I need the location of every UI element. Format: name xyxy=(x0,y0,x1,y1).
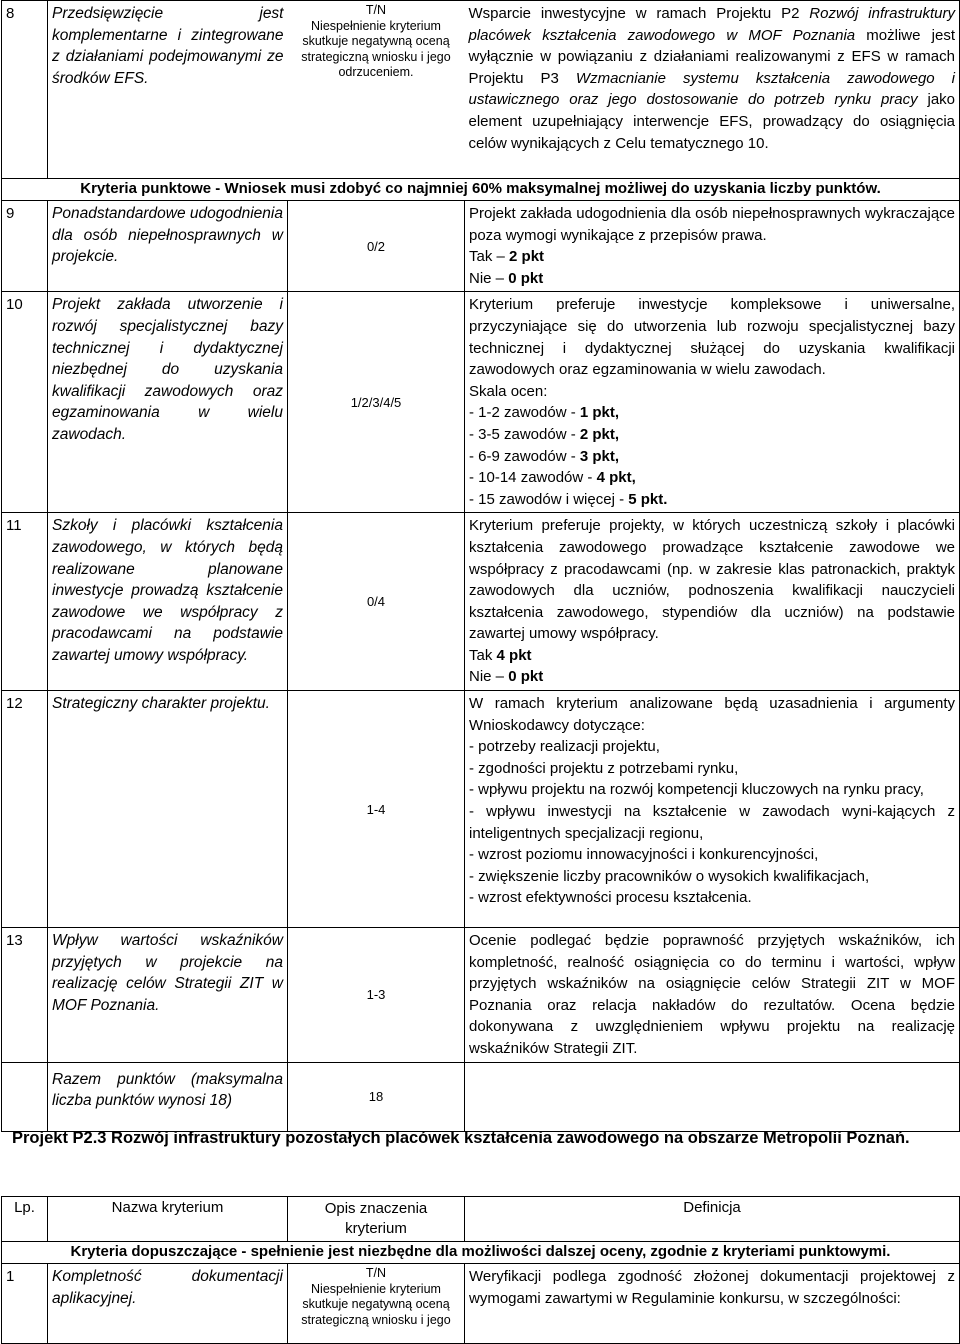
table-row xyxy=(2,928,960,1063)
total-row xyxy=(2,1062,960,1131)
scale-item xyxy=(469,446,955,468)
definition-text: Projekt zakłada udogodnienia dla osób niepełnosprawnych wykraczające poza wymogi wynikające z przepisów prawa. xyxy=(469,205,955,244)
definition-text: W ramach kryterium analizowane będą uzasadnienia i argumenty Wnioskodawcy dotyczące: xyxy=(469,695,955,734)
definition-text: Wzmacnianie systemu kształcenia zawodowego i ustawicznego oraz jego dostosowanie do potrzeb rynku pracy xyxy=(468,69,955,109)
scale-range: - 1-2 zawodów - xyxy=(469,404,580,422)
points-line: T/N xyxy=(365,3,387,17)
points-line: T/N xyxy=(365,1266,387,1280)
criterion-name: Kompletność dokumentacji aplikacyjnej. xyxy=(48,1264,288,1344)
criterion-definition xyxy=(465,1,960,179)
table-row xyxy=(2,1264,960,1344)
definition-text: Kryterium preferuje projekty, w których uczestniczą szkoły i placówki kształcenia zawodowego prowadzące kształcenie zawodowe we współpracy z pracodawcami (np. w zakresie klas patronackich, praktyk zawodowych dla uczniów, podnoszenia kwalifikacji nauczycieli kształcenia zawodowego, stypendiów dla uczniów) na podstawie zawartej umowy współpracy. xyxy=(469,517,955,643)
option-points: 4 pkt xyxy=(496,646,532,664)
table-row xyxy=(2,292,960,513)
points-line: skutkuje negatywną oceną xyxy=(302,34,450,48)
scale-item xyxy=(469,424,955,446)
criterion-name: Projekt zakłada utworzenie i rozwój specjalistycznej bazy technicznej i dydaktycznej niezbędnej do uzyskania kwalifikacji zawodowych oraz egzaminowania w wielu zawodach. xyxy=(48,292,288,513)
list-item: - zwiększenie liczby pracowników o wysokich kwalifikacjach, xyxy=(469,867,870,885)
table-row xyxy=(2,691,960,928)
criterion-points xyxy=(288,1264,465,1344)
criterion-name: Strategiczny charakter projektu. xyxy=(48,691,288,928)
section-heading: Projekt P2.3 Rozwój infrastruktury pozostałych placówek kształcenia zawodowego na obszarze Metropolii Poznań. xyxy=(12,1129,910,1147)
definition-text: Rozwój infrastruktury placówek kształcenia zawodowego w MOF Poznania xyxy=(468,5,955,44)
scale-range: - 10-14 zawodów - xyxy=(469,469,597,487)
definition-text: Wsparcie inwestycyjne w ramach Projektu P2 xyxy=(468,5,810,22)
criterion-points: 1-4 xyxy=(288,691,465,928)
row-number: 12 xyxy=(2,691,48,928)
row-number: 1 xyxy=(2,1264,48,1344)
scale-item xyxy=(469,402,955,424)
definition-text: możliwe jest wyłącznie w powiązaniu z działaniami realizowanymi z EFS w ramach Projektu P3 xyxy=(468,26,955,87)
scale-heading: Skala ocen: xyxy=(469,382,548,400)
scale-item xyxy=(469,489,955,511)
section-band-label: Kryteria punktowe - Wniosek musi zdobyć co najmniej 60% maksymalnej możliwej do uzyskania liczby punktów. xyxy=(2,179,960,201)
scale-range: - 3-5 zawodów - xyxy=(469,425,580,443)
row-number xyxy=(2,1062,48,1131)
table-header-row xyxy=(2,1197,960,1242)
option-no xyxy=(469,666,955,688)
table-row xyxy=(2,513,960,691)
scale-points: 3 pkt, xyxy=(579,447,620,465)
row-number: 13 xyxy=(2,928,48,1063)
points-line: strategiczną wniosku i jego xyxy=(301,49,451,64)
section-band-label: Kryteria dopuszczające - spełnienie jest niezbędne dla możliwości dalszej oceny, zgodnie z kryteriami punktowymi. xyxy=(2,1242,960,1264)
scale-points: 5 pkt. xyxy=(628,490,668,508)
criterion-definition: Ocenie podlegać będzie poprawność przyjętych wskaźników, ich kompletność, realność osiągnięcia co do terminu i wartości, wpływ przyjętych wskaźników na osiągnięcie celów Strategii ZIT w MOF Poznania oraz relacja nakładów do rezultatów. Ocena będzie dokonywana z uwzględnieniem wpływu projektu na realizację wskaźników Strategii ZIT. xyxy=(465,928,960,1063)
criterion-name: Ponadstandardowe udogodnienia dla osób niepełnosprawnych w projekcie. xyxy=(48,201,288,292)
option-points: 2 pkt xyxy=(509,248,545,266)
scale-range: - 6-9 zawodów - xyxy=(469,447,580,465)
criterion-points: 1/2/3/4/5 xyxy=(288,292,465,513)
section-band xyxy=(2,179,960,201)
option-label: Nie – xyxy=(469,269,509,287)
option-label: Nie – xyxy=(469,668,509,686)
option-points: 0 pkt xyxy=(508,668,544,686)
column-header-description: Opis znaczenia kryterium xyxy=(288,1197,465,1242)
row-number: 8 xyxy=(2,1,48,179)
criterion-name: Szkoły i placówki kształcenia zawodowego, w których będą realizowane planowane inwestycje prowadzą kształcenie zawodowe we współpracy z pracodawcami na podstawie zawartej umowy współpracy. xyxy=(48,513,288,691)
scale-range: - 15 zawodów i więcej - xyxy=(469,490,629,508)
criterion-definition xyxy=(465,292,960,513)
column-header-lp: Lp. xyxy=(2,1197,48,1242)
list-item: - wpływu inwestycji na kształcenie w zawodach wyni-kających z inteligentnych specjalizacji regionu, xyxy=(469,803,955,842)
criterion-definition: Weryfikacji podlega zgodność złożonej dokumentacji projektowej z wymogami zawartymi w Regulaminie konkursu, w szczególności: xyxy=(465,1264,960,1344)
total-label: Razem punktów (maksymalna liczba punktów wynosi 18) xyxy=(48,1062,288,1131)
points-line: Niespełnienie kryterium xyxy=(311,1281,441,1296)
option-points: 0 pkt xyxy=(508,269,544,287)
criteria-table-p2 xyxy=(1,0,960,1132)
list-item: - potrzeby realizacji projektu, xyxy=(469,738,660,756)
points-line: Niespełnienie kryterium xyxy=(311,18,441,33)
table-row xyxy=(2,1,960,179)
column-header-definition: Definicja xyxy=(465,1197,960,1242)
list-item: - zgodności projektu z potrzebami rynku, xyxy=(469,759,739,777)
list-item: - wzrost poziomu innowacyjności i konkurencyjności, xyxy=(469,846,819,864)
points-line: odrzuceniem. xyxy=(338,65,414,79)
criterion-name: Przedsięwzięcie jest komplementarne i zintegrowane z działaniami podejmowanymi ze środków EFS. xyxy=(48,1,288,179)
criterion-name: Wpływ wartości wskaźników przyjętych w projekcie na realizację celów Strategii ZIT w MOF Poznania. xyxy=(48,928,288,1063)
row-number: 9 xyxy=(2,201,48,292)
scale-points: 4 pkt, xyxy=(596,469,636,487)
scale-points: 1 pkt, xyxy=(579,404,620,422)
criterion-definition xyxy=(465,513,960,691)
option-label: Tak xyxy=(469,646,497,664)
column-header-name: Nazwa kryterium xyxy=(48,1197,288,1242)
scale-points: 2 pkt, xyxy=(579,425,620,443)
row-number: 10 xyxy=(2,292,48,513)
scale-item xyxy=(469,467,955,489)
option-no xyxy=(469,268,955,290)
points-line: skutkuje negatywną oceną xyxy=(302,1297,450,1311)
points-line: strategiczną wniosku i jego xyxy=(301,1312,451,1327)
criterion-definition xyxy=(465,691,960,928)
criterion-points: 1-3 xyxy=(288,928,465,1063)
criterion-points: 0/2 xyxy=(288,201,465,292)
definition-text: jako element uzupełniający interwencje EFS, prowadzący do osiągnięcia celów wynikających z Celu tematycznego 10. xyxy=(468,91,956,152)
list-item: - wpływu projektu na rozwój kompetencji kluczowych na rynku pracy, xyxy=(469,781,924,799)
section-band xyxy=(2,1242,960,1264)
table-row xyxy=(2,201,960,292)
definition-text: Kryterium preferuje inwestycje kompleksowe i uniwersalne, przyczyniające się do utworzenia lub rozwoju specjalistycznej bazy technicznej i dydaktycznej służącej do uzyskania kwalifikacji zawodowych oraz egzaminowania w wielu zawodach. xyxy=(469,296,955,379)
criterion-points xyxy=(288,1,465,179)
criteria-table-p23 xyxy=(1,1196,960,1344)
row-number: 11 xyxy=(2,513,48,691)
total-points: 18 xyxy=(288,1062,465,1131)
criterion-definition xyxy=(465,201,960,292)
criterion-points: 0/4 xyxy=(288,513,465,691)
total-definition xyxy=(465,1062,960,1131)
option-yes xyxy=(469,246,955,268)
option-label: Tak – xyxy=(469,248,510,266)
list-item: - wzrost efektywności procesu kształcenia. xyxy=(469,889,752,907)
option-yes xyxy=(469,645,955,667)
